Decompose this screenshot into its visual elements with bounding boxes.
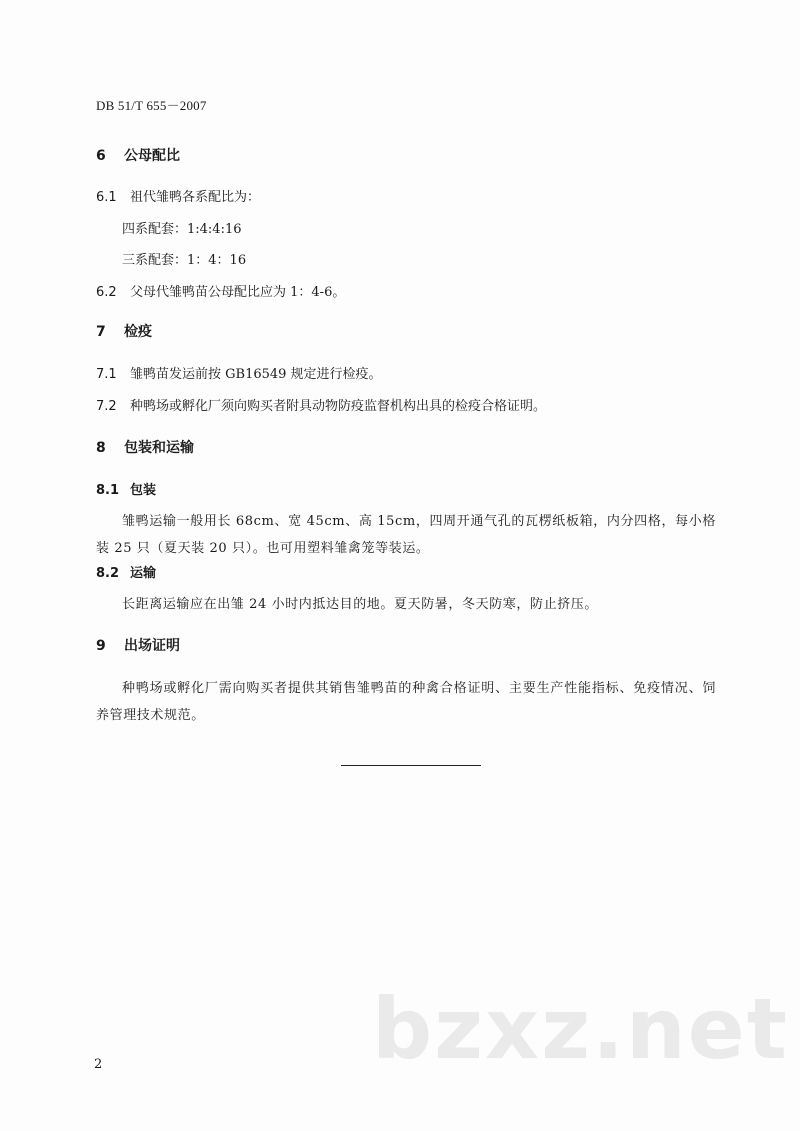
watermark: bzxz.net [372,980,789,1078]
section-7-heading [96,322,152,342]
clause-title: 包装 [130,483,157,498]
clause-6-2 [96,283,345,303]
section-title: 公母配比 [124,148,180,164]
clause-7-1 [96,365,382,385]
section-number: 9 [96,638,106,654]
section-title: 出场证明 [124,638,180,654]
clause-8-1-paragraph: 雏鸭运输一般用长 68cm、宽 45cm、高 15cm，四周开通气孔的瓦楞纸板箱，内分四格，每小格装 25 只（夏天装 20 只）。也可用塑料雏禽笼等装运。 [96,514,716,556]
section-title: 包装和运输 [124,440,194,456]
clause-number: 7.2 [96,399,117,414]
document-header-id: DB 51/T 655－2007 [96,98,207,113]
clause-number: 7.1 [96,367,117,382]
section-number: 8 [96,440,106,456]
section-9-heading [96,636,180,656]
clause-6-1-line-2: 三系配套：1：4：16 [122,253,247,268]
clause-text: 种鸭场或孵化厂须向购买者附具动物防疫监督机构出具的检疫合格证明。 [130,399,547,414]
page-number: 2 [94,1057,103,1072]
clause-number: 8.2 [96,566,120,581]
section-number: 6 [96,148,106,164]
section-6-heading [96,146,180,166]
clause-6-1-line-1: 四系配套：1:4:4:16 [122,222,242,237]
clause-7-2 [96,397,546,417]
clause-text: 祖代雏鸭各系配比为： [130,190,261,205]
clause-8-2-paragraph: 长距离运输应在出雏 24 小时内抵达目的地。夏天防暑，冬天防寒，防止挤压。 [122,597,599,612]
clause-text: 父母代雏鸭苗公母配比应为 1：4-6。 [130,285,346,300]
section-9-paragraph: 种鸭场或孵化厂需向购买者提供其销售雏鸭苗的种禽合格证明、主要生产性能指标、免疫情况、饲养管理技术规范。 [96,681,716,723]
clause-number: 6.1 [96,190,117,205]
end-rule [341,765,481,766]
clause-number: 6.2 [96,285,117,300]
clause-6-1 [96,188,260,208]
clause-8-1-heading [96,481,156,501]
clause-number: 8.1 [96,483,120,498]
section-title: 检疫 [124,324,152,340]
clause-title: 运输 [130,566,157,581]
section-number: 7 [96,324,106,340]
clause-8-2-heading [96,564,156,584]
clause-text: 雏鸭苗发运前按 GB16549 规定进行检疫。 [130,367,382,382]
section-8-heading [96,438,194,458]
